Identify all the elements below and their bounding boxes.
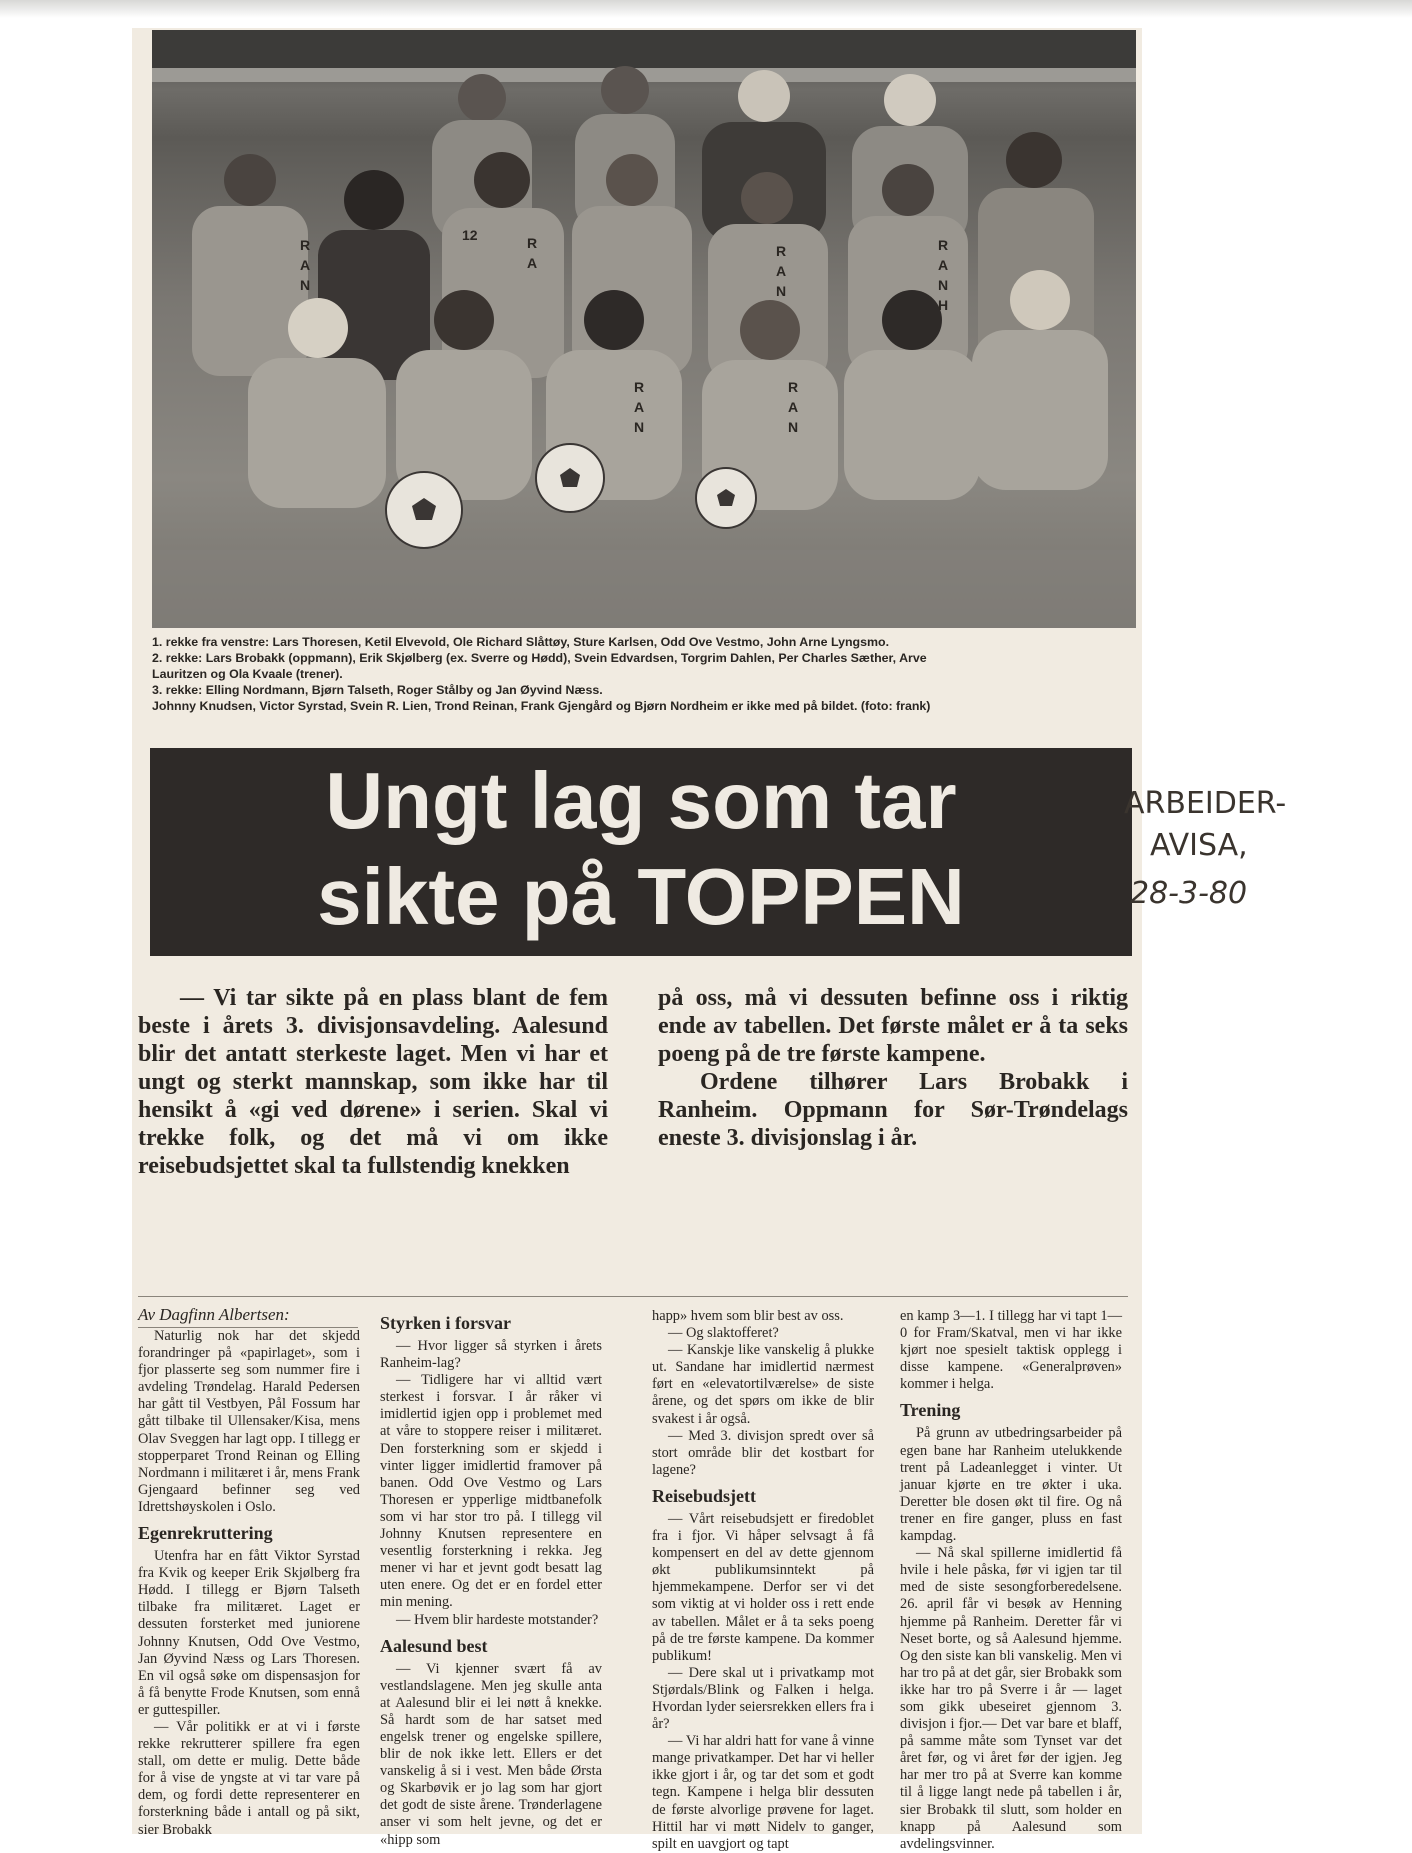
- paragraph: — Nå skal spillerne imidlertid få hvile i hele påska, før vi igjen tar til med de siste sesongforberedelsene. 26. april får vi besøk av Henning hjemme på Ranheim. Deretter får vi Neset borte, og så Aalesund hjemme. Og den siste kan bli vanskelig. Men vi har tro på at det går, sier Brobakk som ikke har tro på Sverre i år — laget som gikk ubeseiret gjennom 3. divisjon i fjor.— Det var bare et blaff, på samme måte som Tynset var det året før, og vi året før der igjen. Jeg har mer tro på at Sverre kan komme til å ligge langt nede på tabellen i år, sier Brobakk til slutt, som holder en knapp på Aalesund som avdelingsvinner.: [900, 1545, 1122, 1852]
- caption-line: Johnny Knudsen, Victor Syrstad, Svein R. Lien, Trond Reinan, Frank Gjengård og Bjørn Nordheim er ikke med på bildet. (foto: frank): [152, 699, 931, 713]
- paragraph: en kamp 3—1. I tillegg har vi tapt 1—0 for Fram/Skatval, men vi har ikke kjørt noe spesielt taktisk opplegg i disse kampene. «Generalprøven» kommer i helga.: [900, 1308, 1122, 1393]
- paragraph: — Kanskje like vanskelig å plukke ut. Sandane har imidlertid nærmest ført en «elevatortilværelse» de siste årene, og det spørs om ikke de blir svakest i år også.: [652, 1342, 874, 1427]
- subheading: Styrken i forsvar: [380, 1313, 511, 1333]
- shirt-letter: A: [776, 263, 787, 279]
- subheading: Trening: [900, 1400, 961, 1421]
- shirt-letter: H: [938, 297, 949, 313]
- intro-paragraph: på oss, må vi dessuten befinne oss i riktig ende av tabellen. Det første målet er å ta seks poeng på de tre første kampene.: [658, 985, 1128, 1067]
- byline: Av Dagfinn Albertsen:: [138, 1305, 358, 1328]
- paragraph: — Hvor ligger så styrken i årets Ranheim-lag?: [380, 1338, 602, 1372]
- shirt-letter: A: [938, 257, 949, 273]
- article-column-2: [380, 1306, 602, 1849]
- intro-paragraph: — Vi tar sikte på en plass blant de fem beste i årets 3. divisjonsavdeling. Aalesund blir det antatt sterkeste laget. Men vi har et ungt og sterkt mannskap, som ikke har til hensikt å «gi ved dørene» i serien. Skal vi trekke folk, og det må vi om ikke reisebudsjettet skal ta fullstendig knekken: [138, 985, 608, 1179]
- caption-line: 1. rekke fra venstre: Lars Thoresen, Ketil Elvevold, Ole Richard Slåttøy, Sture Karlsen, Odd Ove Vestmo, John Arne Lyngsmo.: [152, 635, 890, 649]
- team-photo-figures: [152, 30, 1136, 628]
- paragraph: — Vi kjenner svært få av vestlandslagene. Men jeg skulle anta at Aalesund blir ei lei nøtt å knekke. Så hardt som de har satset med engelsk trener og engelske spillere, blir de nok ikke lett. Ellers er det vanskelig å si i vest. Men både Ørsta og Skarbøvik er jo lag som har gjort det godt de siste årene. Trønderlagene anser vi som helt jevne, og det er «hipp som: [380, 1660, 602, 1848]
- shirt-letter: R: [527, 235, 538, 251]
- stamp-line-1: ARBEIDER-: [1124, 786, 1287, 821]
- paragraph: Utenfra har en fått Viktor Syrstad fra Kvik og keeper Erik Skjølberg fra Hødd. I tillegg er Bjørn Talseth tilbake fra militæret. Laget er dessuten forsterket med juniorene Johnny Knutsen, Odd Ove Vestmo, Jan Øyvind Næss og Lars Thoresen. En vil også søke om dispensasjon for å få benytte Frode Knutsen, som ennå er guttespiller.: [138, 1548, 360, 1718]
- stamp-line-2: AVISA,: [1150, 828, 1248, 863]
- caption-line: Lauritzen og Ola Kvaale (trener).: [152, 667, 343, 681]
- caption-line: 3. rekke: Elling Nordmann, Bjørn Talseth, Roger Stålby og Jan Øyvind Næss.: [152, 683, 603, 697]
- paragraph: — Vi har aldri hatt for vane å vinne mange privatkamper. Det har vi heller ikke gjort i år, og tar det som et godt tegn. Kampene i helga blir dessuten de første alvorlige prøvene for laget. Hittil har vi møtt Nidelv to ganger, spilt en uavgjort og tapt: [652, 1733, 874, 1852]
- shirt-letter: N: [776, 283, 787, 299]
- paragraph: — Vår politikk er at vi i første rekke rekrutterer spillere fra egen stall, om dette er mulig. Dette både for å vise de yngste at vi tar vare på dem, og fordi dette representerer en forsterkning både i antall og på sikt, sier Brobakk: [138, 1718, 360, 1838]
- headline-line-2: sikte på TOPPEN: [317, 852, 965, 941]
- article-column-1: [138, 1328, 360, 1839]
- shirt-letter: A: [527, 255, 538, 271]
- intro-right: [658, 984, 1128, 1152]
- shirt-letter: R: [788, 379, 799, 395]
- paragraph: — Dere skal ut i privatkamp mot Stjørdals/Blink og Falken i helga. Hvordan lyder seiersrekken ellers fra i år?: [652, 1664, 874, 1733]
- subheading: Reisebudsjett: [652, 1485, 756, 1506]
- shirt-letter: A: [634, 399, 645, 415]
- shirt-letter: R: [938, 237, 949, 253]
- subheading: Egenrekruttering: [138, 1523, 273, 1544]
- photo-caption: [152, 634, 1136, 714]
- shirt-letter: N: [300, 277, 311, 293]
- team-photo: [152, 30, 1136, 628]
- caption-line: 2. rekke: Lars Brobakk (oppmann), Erik Skjølberg (ex. Sverre og Hødd), Svein Edvardsen, Torgrim Dahlen, Per Charles Sæther, Arve: [152, 651, 927, 665]
- shirt-letter: A: [788, 399, 799, 415]
- subheading: Aalesund best: [380, 1635, 488, 1656]
- article-column-4: [900, 1308, 1122, 1853]
- intro-paragraph: Ordene tilhører Lars Brobakk i Ranheim. Oppmann for Sør-Trøndelags eneste 3. divisjonslag i år.: [658, 1069, 1128, 1151]
- paragraph: happ» hvem som blir best av oss.: [652, 1308, 844, 1324]
- paragraph: Naturlig nok har det skjedd forandringer på «papirlaget», som i fjor plasserte seg som nummer fire i avdeling Trøndelag. Harald Pedersen har gått til Vestbyen, Pål Fossum har gått tilbake til Ullensaker/Kisa, mens Olav Sveggen har lagt opp. I tillegg er stopperparet Trond Reinan og Elling Nordmann i militæret i år, mens Frank Gjengaard befinner seg ved Idrettshøyskolen i Oslo.: [138, 1328, 360, 1515]
- shirt-letter: R: [776, 243, 787, 259]
- shirt-letter: N: [788, 419, 799, 435]
- shirt-letter: N: [938, 277, 949, 293]
- divider: [138, 1296, 1128, 1297]
- paragraph: — Og slaktofferet?: [668, 1325, 779, 1342]
- headline-line-1: Ungt lag som tar: [325, 756, 957, 845]
- paragraph: — Hvem blir hardeste motstander?: [396, 1611, 599, 1628]
- stamp-line-3: 28-3-80: [1130, 876, 1248, 911]
- shirt-letter: A: [300, 257, 311, 273]
- shirt-number: 12: [462, 227, 478, 243]
- paragraph: — Tidligere har vi alltid vært sterkest i forsvar. I år råker vi imidlertid igjen opp i problemet med at våre to stoppere reiser i militæret. Den forsterkning som er skjedd i vinter ligger imidlertid framover på banen. Odd Ove Vestmo og Lars Thoresen er ypperlige midtbanefolk som vi har stor tro på. I tillegg vil Johnny Knutsen representere en vesentlig forsterkning i rekka. Jeg mener vi har et jevnt godt besatt lag uten enere. Og det er en fordel etter min mening.: [380, 1372, 602, 1611]
- shirt-letter: N: [634, 419, 645, 435]
- article-column-3: [652, 1308, 874, 1853]
- shirt-letter: R: [634, 379, 645, 395]
- scan-edge: [0, 0, 1412, 18]
- shirt-letter: R: [300, 237, 311, 253]
- paragraph: — Med 3. divisjon spredt over så stort område blir det kostbart for lagene?: [652, 1427, 874, 1478]
- paragraph: — Vårt reisebudsjett er firedoblet fra i fjor. Vi håper selvsagt å få kompensert en del av dette gjennom økt publikumsinntekt på hjemmekampene. Derfor ser vi det som viktig at vi holder oss i rett ende av tabellen. Målet er å ta seks poeng på de tre første kampene. Da kommer publikum!: [652, 1510, 874, 1664]
- paragraph: På grunn av utbedringsarbeider på egen bane har Ranheim utelukkende trent på Ladeanlegget i vinter. Ut januar kjørte en tre økter i uka. Deretter ble dosen økt til fire. Og nå trener en fire ganger, pluss en fast kampdag.: [900, 1425, 1122, 1545]
- handwritten-source-note: [1124, 768, 1287, 968]
- headline: [150, 748, 1132, 956]
- intro-left: [138, 984, 608, 1180]
